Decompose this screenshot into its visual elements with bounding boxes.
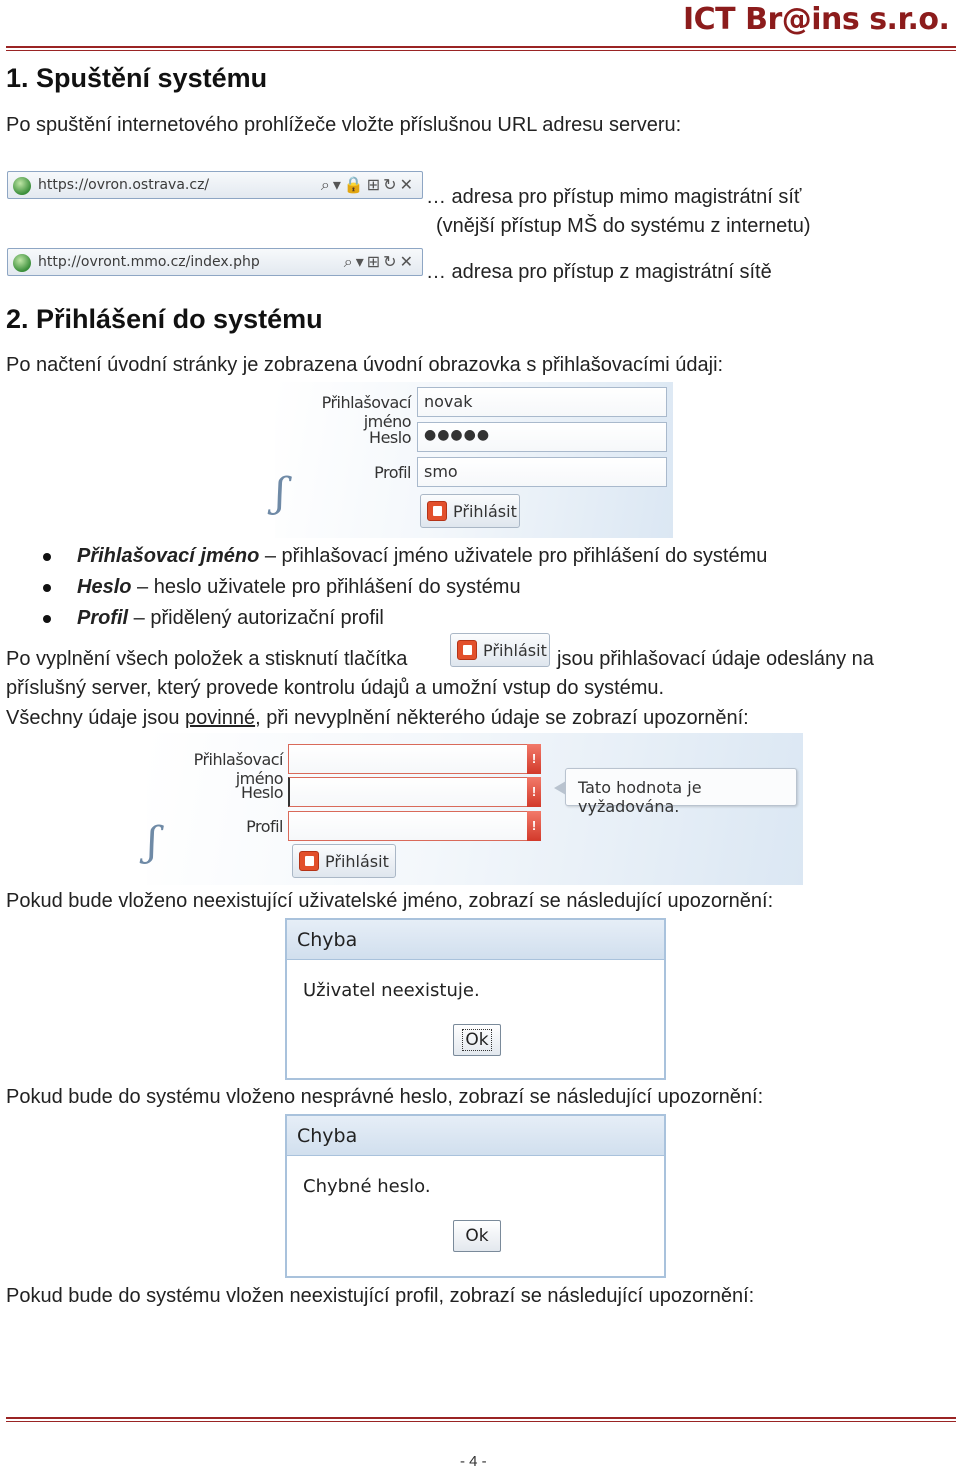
dialog-title: Chyba bbox=[287, 920, 664, 960]
section2-heading: 2. Přihlášení do systému bbox=[6, 304, 323, 334]
dialog-title: Chyba bbox=[287, 1116, 664, 1156]
after-fill-text-1: Po vyplnění všech položek a stisknutí tlačítka bbox=[6, 648, 408, 670]
section1-intro: Po spuštění internetového prohlížeče vložte příslušnou URL adresu serveru: bbox=[6, 114, 682, 136]
bullet-term: Přihlašovací jméno bbox=[77, 545, 260, 567]
username-field[interactable]: novak bbox=[417, 387, 667, 417]
password-label: Heslo bbox=[369, 428, 411, 447]
dialog-message: Uživatel neexistuje. bbox=[303, 980, 480, 1001]
ok-button[interactable] bbox=[453, 1220, 501, 1252]
url-desc-internal: … adresa pro přístup z magistrátní sítě bbox=[426, 261, 772, 283]
section1-heading: 1. Spuštění systému bbox=[6, 63, 268, 93]
bullet-text: přidělený autorizační profil bbox=[150, 607, 384, 629]
dialog-message: Chybné heslo. bbox=[303, 1176, 431, 1197]
company-logo: ICT Br@ins s.r.o. bbox=[683, 2, 950, 37]
bullet-dot bbox=[43, 553, 51, 561]
globe-icon bbox=[13, 177, 31, 195]
bullet-text: heslo uživatele pro přihlášení do systému bbox=[153, 576, 521, 598]
profile-field-empty[interactable] bbox=[288, 811, 528, 841]
bullet-item-password bbox=[77, 576, 521, 599]
decorative-flourish-icon: ʃ bbox=[147, 819, 158, 865]
user-error-dialog bbox=[285, 918, 666, 1080]
page-number: - 4 - bbox=[460, 1453, 487, 1470]
password-label: Heslo bbox=[241, 783, 283, 802]
url-text-external: https://ovron.ostrava.cz/ bbox=[38, 177, 210, 193]
login-icon bbox=[457, 640, 477, 660]
bullet-sep: – bbox=[259, 545, 282, 567]
login-icon bbox=[427, 501, 447, 521]
password-field[interactable]: ●●●●● bbox=[417, 422, 667, 452]
url-bar-external bbox=[7, 171, 423, 199]
address-bar-tools-icon: ⌕▾🔒⊞↻✕ bbox=[320, 177, 416, 194]
profile-error-intro: Pokud bude do systému vložen neexistující profil, zobrazí se následující upozornění: bbox=[6, 1285, 755, 1307]
login-button[interactable] bbox=[292, 844, 396, 878]
error-marker-icon: ! bbox=[527, 777, 541, 807]
url-text-internal: http://ovront.mmo.cz/index.php bbox=[38, 254, 260, 270]
bullet-item-username bbox=[77, 545, 767, 568]
bullet-sep: – bbox=[128, 607, 151, 629]
required-tooltip: Tato hodnota je vyžadována. bbox=[565, 768, 797, 806]
url-desc-external-2: (vnější přístup MŠ do systému z internetu) bbox=[436, 215, 811, 237]
globe-icon bbox=[13, 254, 31, 272]
address-bar-tools-icon: ⌕▾⊞↻✕ bbox=[343, 254, 416, 271]
header-rule bbox=[6, 46, 956, 48]
password-error-intro: Pokud bude do systému vloženo nesprávné heslo, zobrazí se následující upozornění: bbox=[6, 1086, 764, 1108]
bullet-dot bbox=[43, 584, 51, 592]
after-fill-text-3: příslušný server, který provede kontrolu údajů a umožní vstup do systému. bbox=[6, 677, 665, 699]
username-field-empty[interactable] bbox=[288, 744, 528, 774]
required-text-post: , při nevyplnění některého údaje se zobrazí upozornění: bbox=[255, 707, 749, 729]
password-error-dialog bbox=[285, 1114, 666, 1278]
validation-form-screenshot bbox=[147, 733, 803, 885]
error-marker-icon: ! bbox=[527, 811, 541, 841]
inline-login-button[interactable] bbox=[450, 633, 550, 667]
bullet-term: Profil bbox=[77, 607, 129, 629]
url-bar-internal bbox=[7, 248, 423, 276]
section2-intro: Po načtení úvodní stránky je zobrazena úvodní obrazovka s přihlašovacími údaji: bbox=[6, 354, 724, 376]
username-label: Přihlašovací jméno bbox=[193, 750, 283, 788]
decorative-flourish-icon: ʃ bbox=[275, 470, 286, 516]
after-fill-text-2: jsou přihlašovací údaje odeslány na bbox=[557, 648, 874, 670]
header-rule-thin bbox=[6, 50, 956, 51]
bullet-text: přihlašovací jméno uživatele pro přihlášení do systému bbox=[281, 545, 768, 567]
login-icon bbox=[299, 851, 319, 871]
required-text bbox=[6, 707, 749, 730]
login-button[interactable] bbox=[420, 494, 520, 528]
user-error-intro: Pokud bude vloženo neexistující uživatelské jméno, zobrazí se následující upozornění: bbox=[6, 890, 774, 912]
password-field-empty[interactable] bbox=[288, 777, 528, 807]
ok-label: Ok bbox=[465, 1226, 489, 1246]
bullet-item-profile bbox=[77, 607, 384, 630]
url-desc-external-1: … adresa pro přístup mimo magistrátní síť bbox=[426, 186, 802, 208]
ok-button[interactable] bbox=[453, 1024, 501, 1056]
footer-rule bbox=[6, 1417, 956, 1419]
required-word: povinné bbox=[185, 707, 256, 729]
profile-label: Profil bbox=[246, 817, 283, 836]
error-marker-icon: ! bbox=[527, 744, 541, 774]
footer-rule-thin bbox=[6, 1421, 956, 1422]
bullet-term: Heslo bbox=[77, 576, 132, 598]
bullet-sep: – bbox=[131, 576, 154, 598]
login-button-label: Přihlásit bbox=[453, 501, 517, 521]
login-form-screenshot bbox=[275, 382, 673, 538]
ok-label: Ok bbox=[465, 1030, 489, 1050]
profile-label: Profil bbox=[374, 463, 411, 482]
profile-field[interactable]: smo bbox=[417, 457, 667, 487]
bullet-dot bbox=[43, 615, 51, 623]
login-button-label: Přihlásit bbox=[325, 851, 389, 871]
inline-login-button-label: Přihlásit bbox=[483, 640, 547, 660]
required-text-pre: Všechny údaje jsou bbox=[6, 707, 186, 729]
username-label: Přihlašovací jméno bbox=[321, 393, 411, 431]
